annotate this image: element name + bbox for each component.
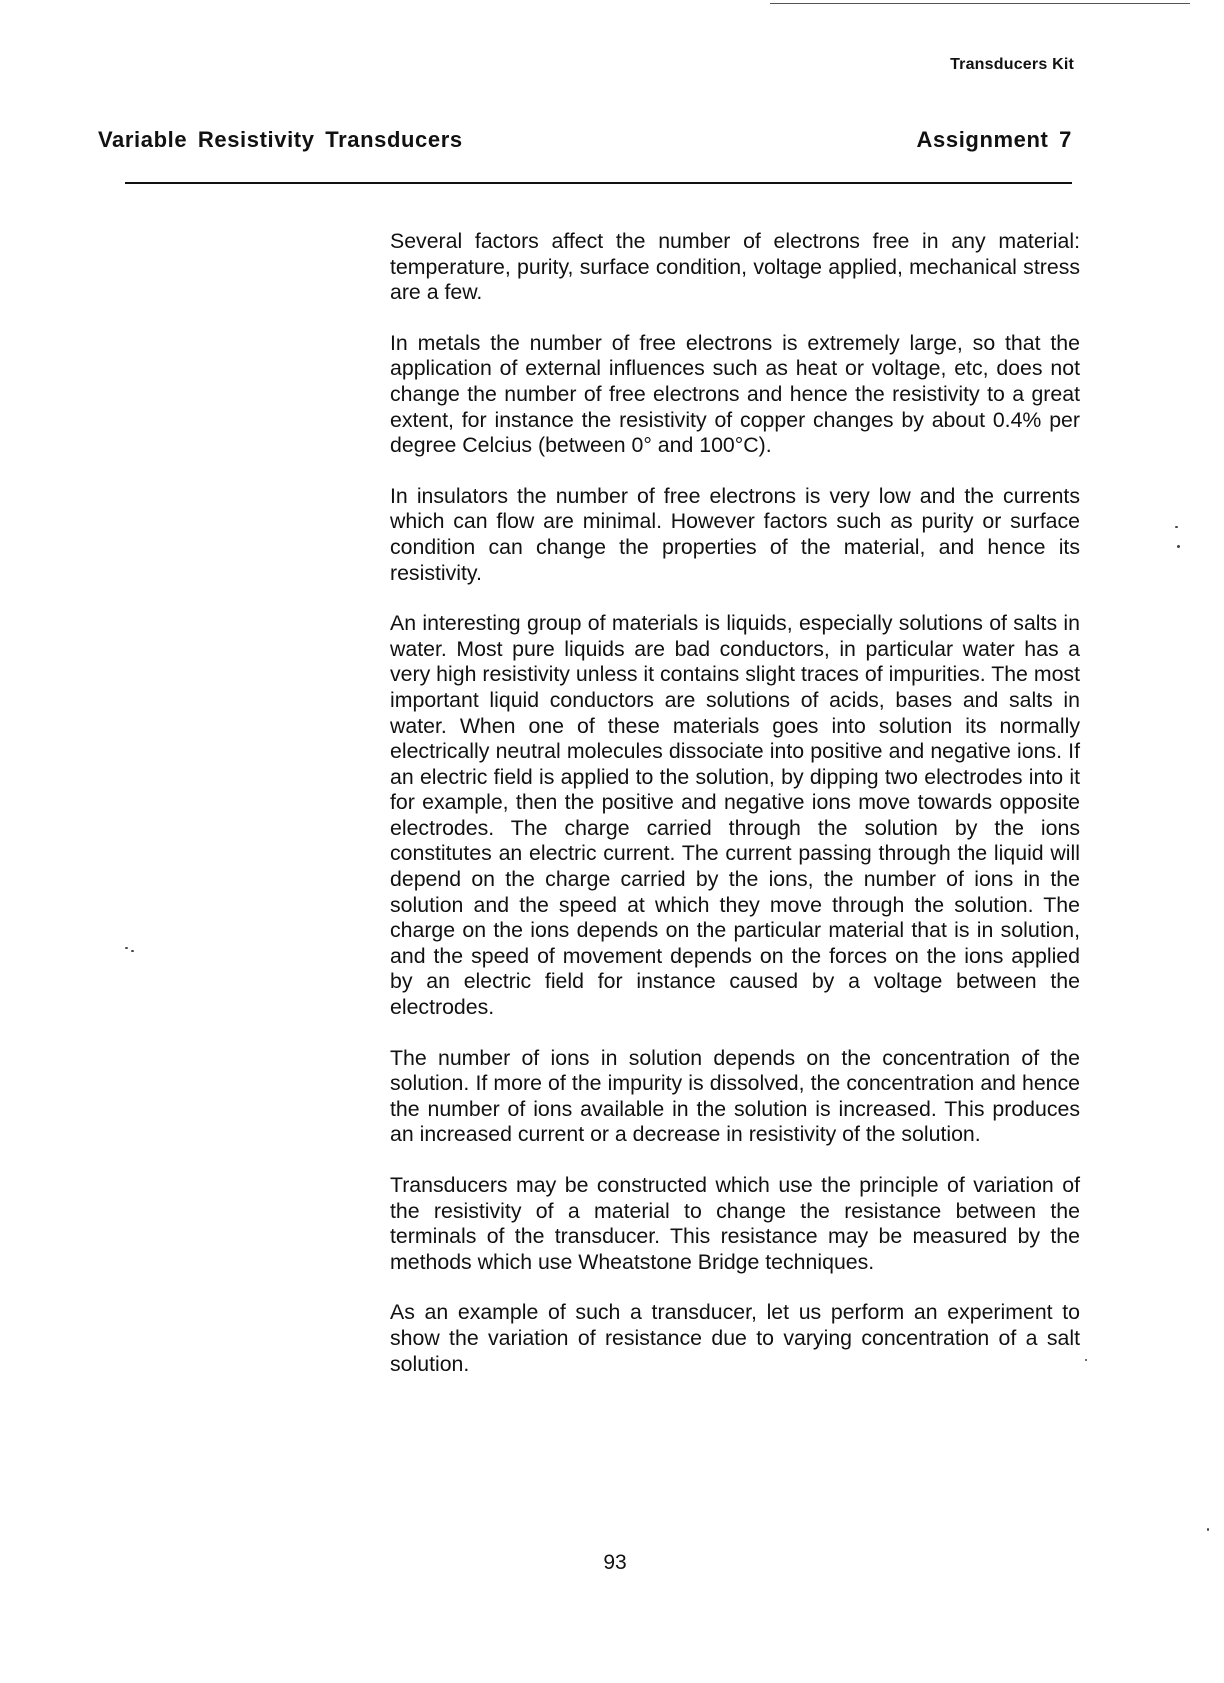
paragraph: In metals the number of free electrons is extremely large, so that the application of external influences such as heat or voltage, etc, does not change the number of free electrons and hence the resistivity to a great extent, for instance the resistivity of copper changes by about 0.4% per degree Celcius (between 0° and 100°C). xyxy=(390,330,1080,458)
paragraph: The number of ions in solution depends on the concentration of the solution. If more of the impurity is dissolved, the concentration and hence the number of ions available in the solution is increased. This produces an increased current or a decrease in resistivity of the solution. xyxy=(390,1045,1080,1147)
page-number: 93 xyxy=(603,1551,627,1574)
scan-speck xyxy=(1177,545,1180,548)
paragraph: As an example of such a transducer, let us perform an experiment to show the variation of resistance due to varying concentration of a salt solution. xyxy=(390,1300,1080,1376)
scan-speck xyxy=(1085,1359,1087,1361)
paragraph: Several factors affect the number of electrons free in any material: temperature, purity, surface condition, voltage applied, mechanical stress are a few. xyxy=(390,229,1080,305)
assignment-label: Assignment 7 xyxy=(916,127,1072,152)
page-header xyxy=(98,127,1072,153)
paragraph: An interesting group of materials is liquids, especially solutions of salts in water. Most pure liquids are bad conductors, in particular water has a very high resistivity unless it contains slight traces of impurities. The most important liquid conductors are solutions of acids, bases and salts in water. When one of these materials goes into solution its normally electrically neutral molecules dissociate into positive and negative ions. If an electric field is applied to the solution, by dipping two electrodes into it for example, then the positive and negative ions move towards opposite electrodes. The charge carried through the solution by the ions constitutes an electric current. The current passing through the liquid will depend on the charge carried by the ions, the number of ions in the solution and the speed at which they move through the solution. The charge on the ions depends on the particular material that is in solution, and the speed of movement depends on the forces on the ions applied by an electric field for instance caused by a voltage between the electrodes. xyxy=(390,611,1080,1020)
header-divider xyxy=(125,182,1072,184)
scan-edge-line xyxy=(770,3,1190,4)
kit-label: Transducers Kit xyxy=(950,56,1074,73)
scan-speck xyxy=(1175,526,1178,528)
scan-speck xyxy=(131,950,134,952)
body-text xyxy=(390,229,1080,1402)
paragraph: Transducers may be constructed which use the principle of variation of the resistivity of a material to change the resistance between the terminals of the transducer. This resistance may be measured by the methods which use Wheatstone Bridge techniques. xyxy=(390,1173,1080,1274)
scan-speck xyxy=(1207,1528,1209,1531)
paragraph: In insulators the number of free electrons is very low and the currents which can flow are minimal. However factors such as purity or surface condition can change the properties of the material, and hence its resistivity. xyxy=(390,483,1080,585)
scan-speck xyxy=(125,947,128,949)
section-title: Variable Resistivity Transducers xyxy=(98,127,463,152)
